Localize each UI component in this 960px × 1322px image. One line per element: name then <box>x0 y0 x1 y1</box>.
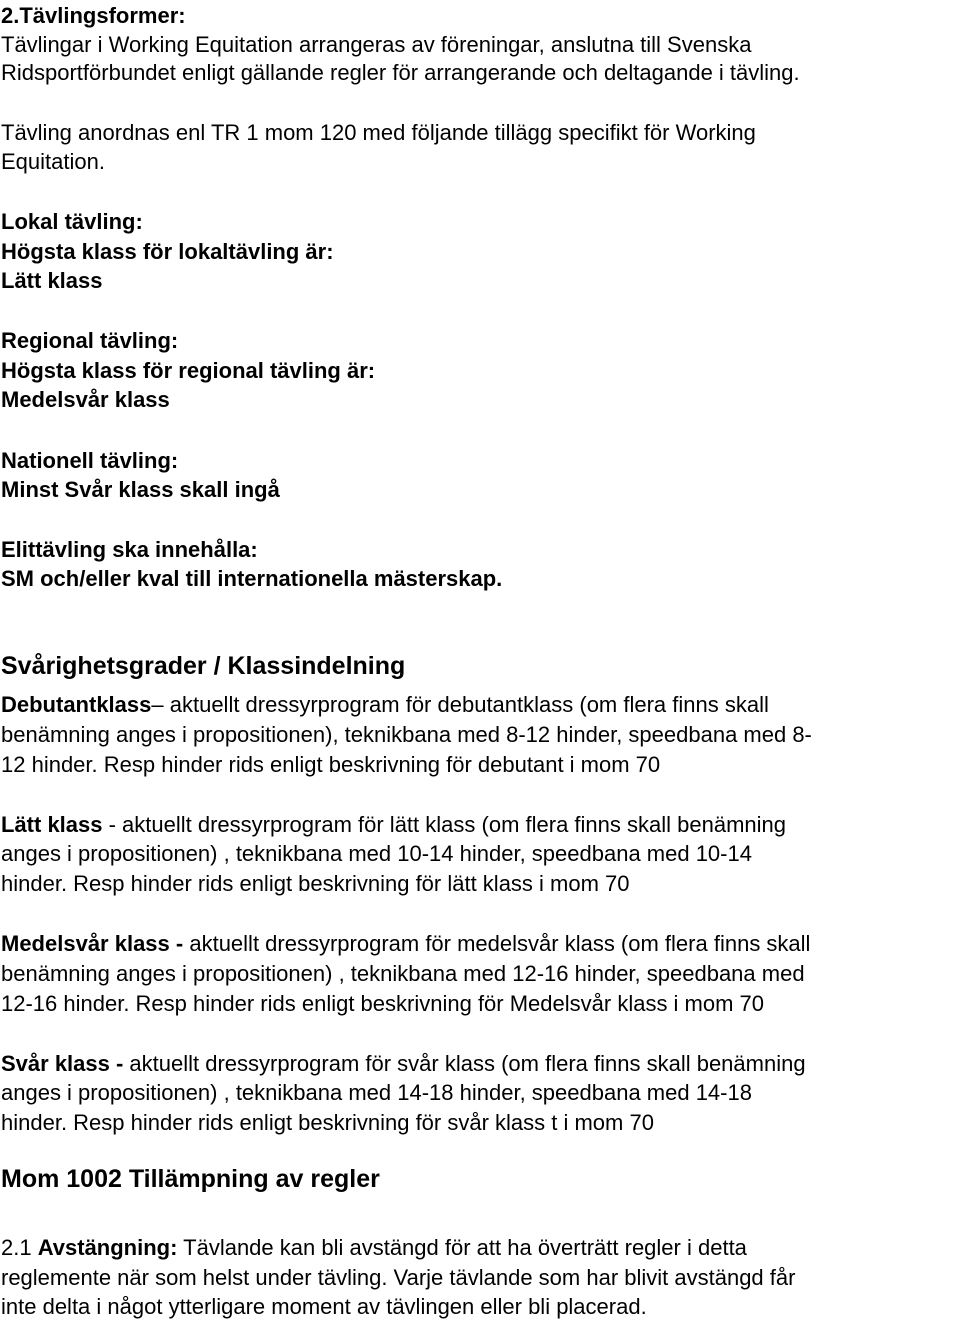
medelsvar-line-3: 12-16 hinder. Resp hinder rids enligt beskrivning för Medelsvår klass i mom 70 <box>1 991 765 1016</box>
grades-heading: Svårighetsgrader / Klassindelning <box>1 652 406 680</box>
section-heading: 2.Tävlingsformer: <box>1 3 186 28</box>
national-title: Nationell tävling: <box>1 448 179 473</box>
regional-rule: Högsta klass för regional tävling är: <box>1 358 376 383</box>
local-rule: Högsta klass för lokaltävling är: <box>1 239 334 264</box>
intro-line-1: Tävlingar i Working Equitation arrangeras av föreningar, anslutna till Svenska <box>1 32 752 57</box>
elite-title: Elittävling ska innehålla: <box>1 537 258 562</box>
medelsvar-line-1-text: aktuellt dressyrprogram för medelsvår klass (om flera finns skall <box>183 931 811 956</box>
svar-line-1-text: aktuellt dressyrprogram för svår klass (om flera finns skall benämning <box>123 1051 806 1076</box>
medelsvar-line-2: benämning anges i propositionen) , teknikbana med 12-16 hinder, speedbana med <box>1 961 805 986</box>
clause-line-3: inte delta i något ytterligare moment av tävlingen eller bli placerad. <box>1 1294 647 1319</box>
intro-line-2: Ridsportförbundet enligt gällande regler för arrangerande och deltagande i tävling. <box>1 60 800 85</box>
elite-rule: SM och/eller kval till internationella mästerskap. <box>1 566 503 591</box>
latt-line-3: hinder. Resp hinder rids enligt beskrivning för lätt klass i mom 70 <box>1 871 630 896</box>
latt-line-1-text: - aktuellt dressyrprogram för lätt klass (om flera finns skall benämning <box>102 812 786 837</box>
svar-line-2: anges i propositionen) , teknikbana med 14-18 hinder, speedbana med 14-18 <box>1 1080 752 1105</box>
regional-title: Regional tävling: <box>1 328 179 353</box>
latt-line-1 <box>1 811 786 839</box>
latt-line-2: anges i propositionen) , teknikbana med 10-14 hinder, speedbana med 10-14 <box>1 841 752 866</box>
regional-value: Medelsvår klass <box>1 387 170 412</box>
clause-number: 2.1 <box>1 1235 38 1260</box>
tr-line-2: Equitation. <box>1 149 105 174</box>
debutant-line-2: benämning anges i propositionen), teknikbana med 8-12 hinder, speedbana med 8- <box>1 722 812 747</box>
debutant-line-3: 12 hinder. Resp hinder rids enligt beskrivning för debutant i mom 70 <box>1 752 661 777</box>
svar-line-3: hinder. Resp hinder rids enligt beskrivning för svår klass t i mom 70 <box>1 1110 654 1135</box>
local-title: Lokal tävling: <box>1 209 143 234</box>
medelsvar-label: Medelsvår klass - <box>1 931 184 956</box>
clause-line-1 <box>1 1234 747 1262</box>
local-value: Lätt klass <box>1 268 103 293</box>
tr-line-1: Tävling anordnas enl TR 1 mom 120 med följande tillägg specifikt för Working <box>1 120 756 145</box>
clause-line-2: reglemente när som helst under tävling. Varje tävlande som har blivit avstängd får <box>1 1265 796 1290</box>
svar-line-1 <box>1 1050 806 1078</box>
debutant-line-1-text: – aktuellt dressyrprogram för debutantklass (om flera finns skall <box>151 692 769 717</box>
national-rule: Minst Svår klass skall ingå <box>1 477 280 502</box>
medelsvar-line-1 <box>1 930 810 958</box>
svar-label: Svår klass - <box>1 1051 124 1076</box>
latt-label: Lätt klass <box>1 812 103 837</box>
clause-line-1-text: Tävlande kan bli avstängd för att ha överträtt regler i detta <box>177 1235 747 1260</box>
debutant-label: Debutantklass <box>1 692 152 717</box>
clause-label: Avstängning: <box>37 1235 178 1260</box>
mom1002-heading: Mom 1002 Tillämpning av regler <box>1 1165 380 1193</box>
debutant-line-1 <box>1 691 769 719</box>
